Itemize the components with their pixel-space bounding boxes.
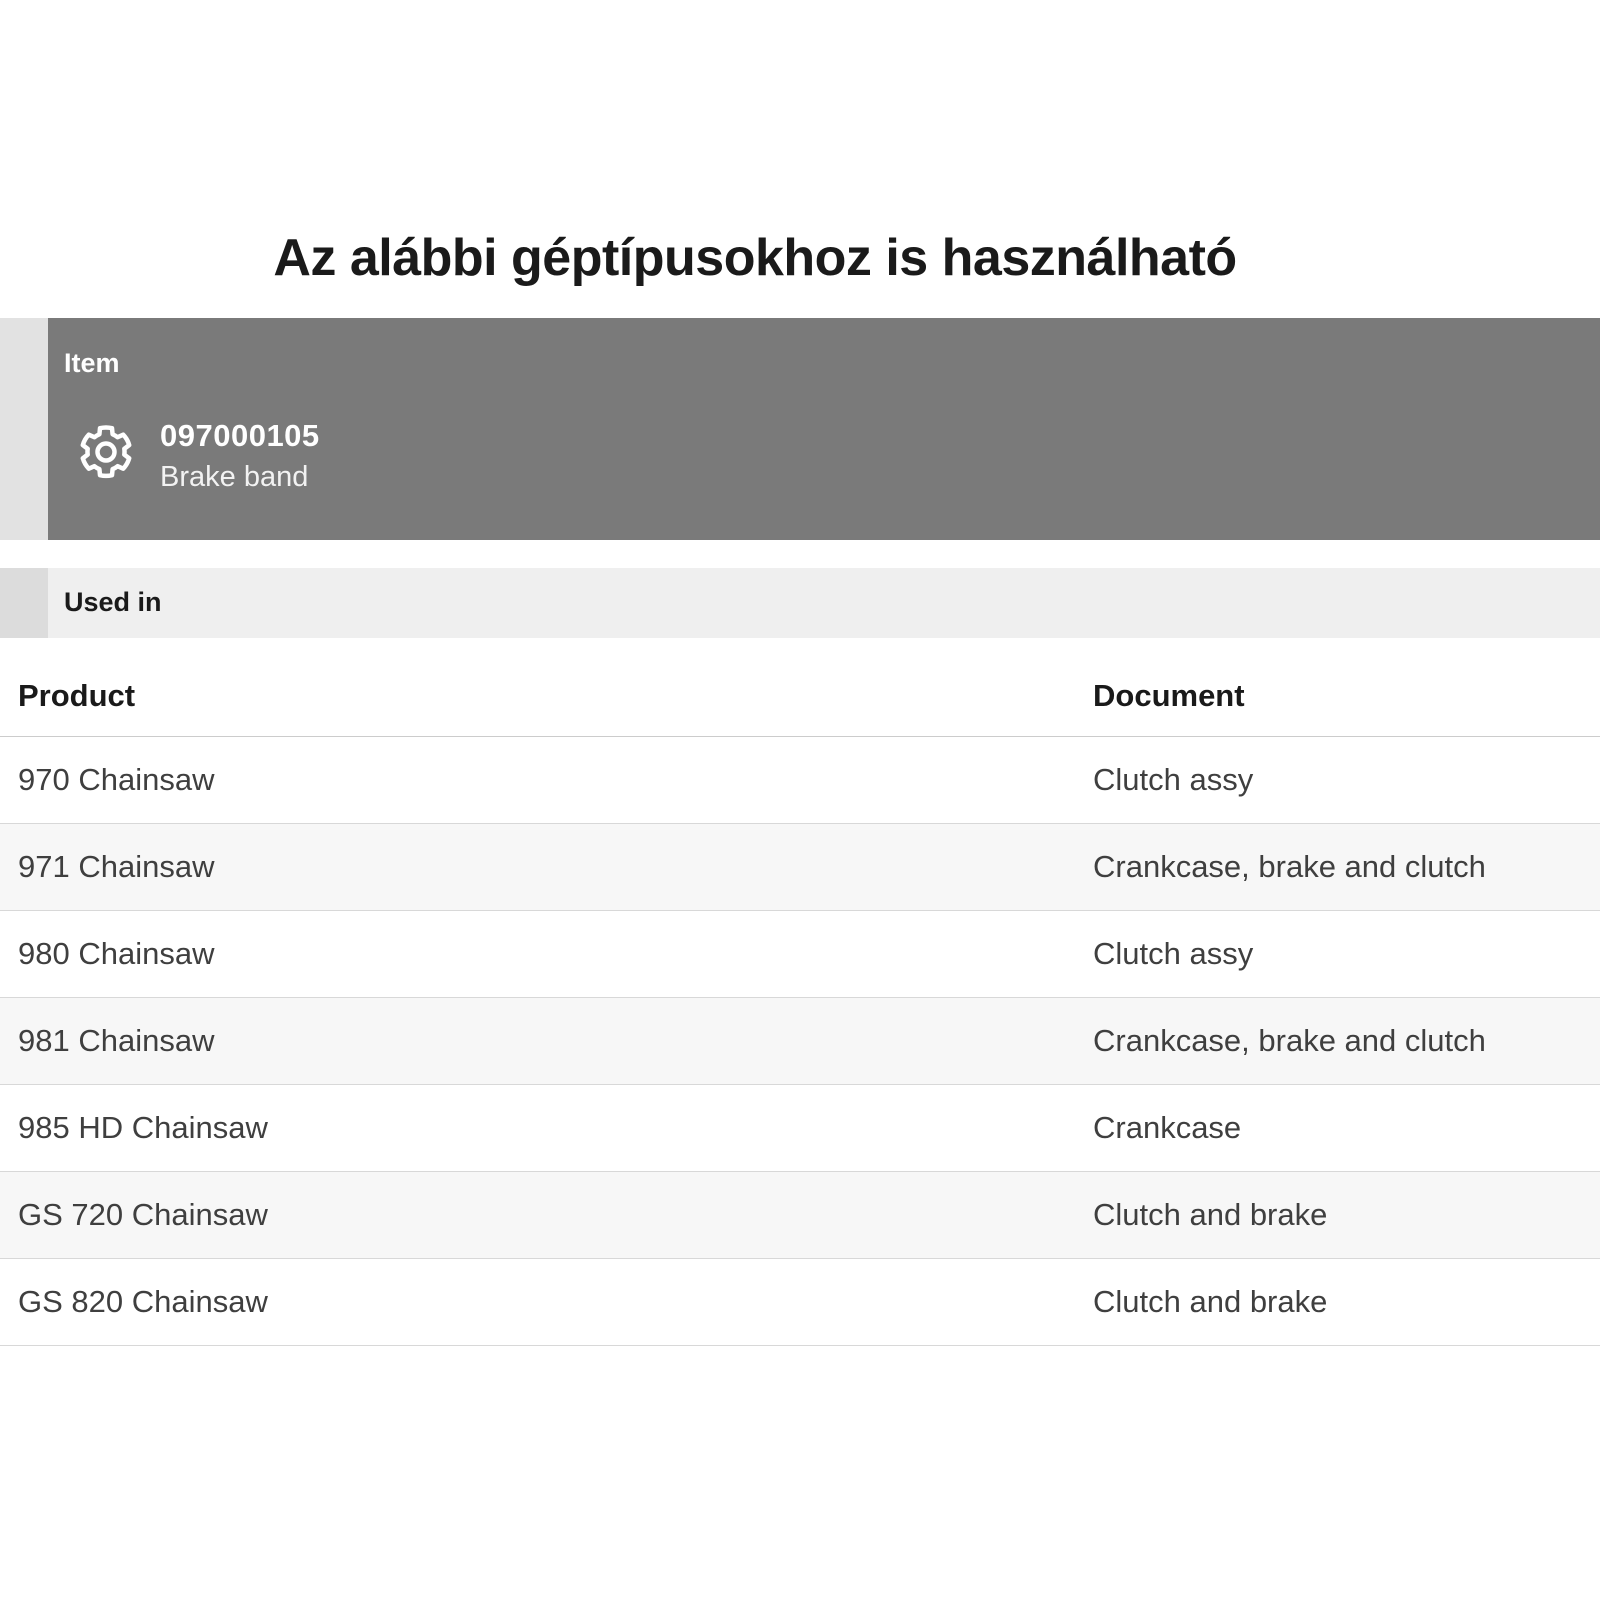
item-description: Brake band [160, 461, 309, 493]
cell-document: Clutch and brake [1093, 1284, 1328, 1319]
cell-product: GS 720 Chainsaw [18, 1197, 268, 1232]
table-row[interactable] [0, 824, 1600, 911]
item-section-gutter [0, 318, 48, 540]
cell-document: Crankcase, brake and clutch [1093, 1023, 1486, 1058]
page-title: Az alábbi géptípusokhoz is használható [273, 229, 1237, 287]
table-row[interactable] [0, 1172, 1600, 1259]
cell-product: 971 Chainsaw [18, 849, 215, 884]
used-in-section [0, 568, 1600, 638]
cell-product: 970 Chainsaw [18, 762, 215, 797]
item-section [0, 318, 1600, 540]
column-header-product: Product [18, 677, 136, 713]
table-row[interactable] [0, 998, 1600, 1085]
table-row[interactable] [0, 911, 1600, 998]
item-section-label: Item [64, 348, 120, 378]
cell-document: Clutch assy [1093, 762, 1254, 797]
table-header-row [0, 655, 1600, 737]
cell-document: Crankcase, brake and clutch [1093, 849, 1486, 884]
cell-document: Clutch assy [1093, 936, 1254, 971]
cell-product: 981 Chainsaw [18, 1023, 215, 1058]
gear-icon [72, 418, 140, 486]
used-in-section-label: Used in [64, 587, 162, 617]
cell-product: GS 820 Chainsaw [18, 1284, 268, 1319]
cell-product: 980 Chainsaw [18, 936, 215, 971]
table-row[interactable] [0, 1259, 1600, 1346]
table-row[interactable] [0, 737, 1600, 824]
used-in-table [0, 655, 1600, 1346]
column-header-document: Document [1093, 677, 1245, 713]
cell-document: Crankcase [1093, 1110, 1242, 1145]
table-row[interactable] [0, 1085, 1600, 1172]
cell-product: 985 HD Chainsaw [18, 1110, 268, 1145]
cell-document: Clutch and brake [1093, 1197, 1328, 1232]
item-code: 097000105 [160, 418, 320, 453]
used-in-section-gutter [0, 568, 48, 638]
